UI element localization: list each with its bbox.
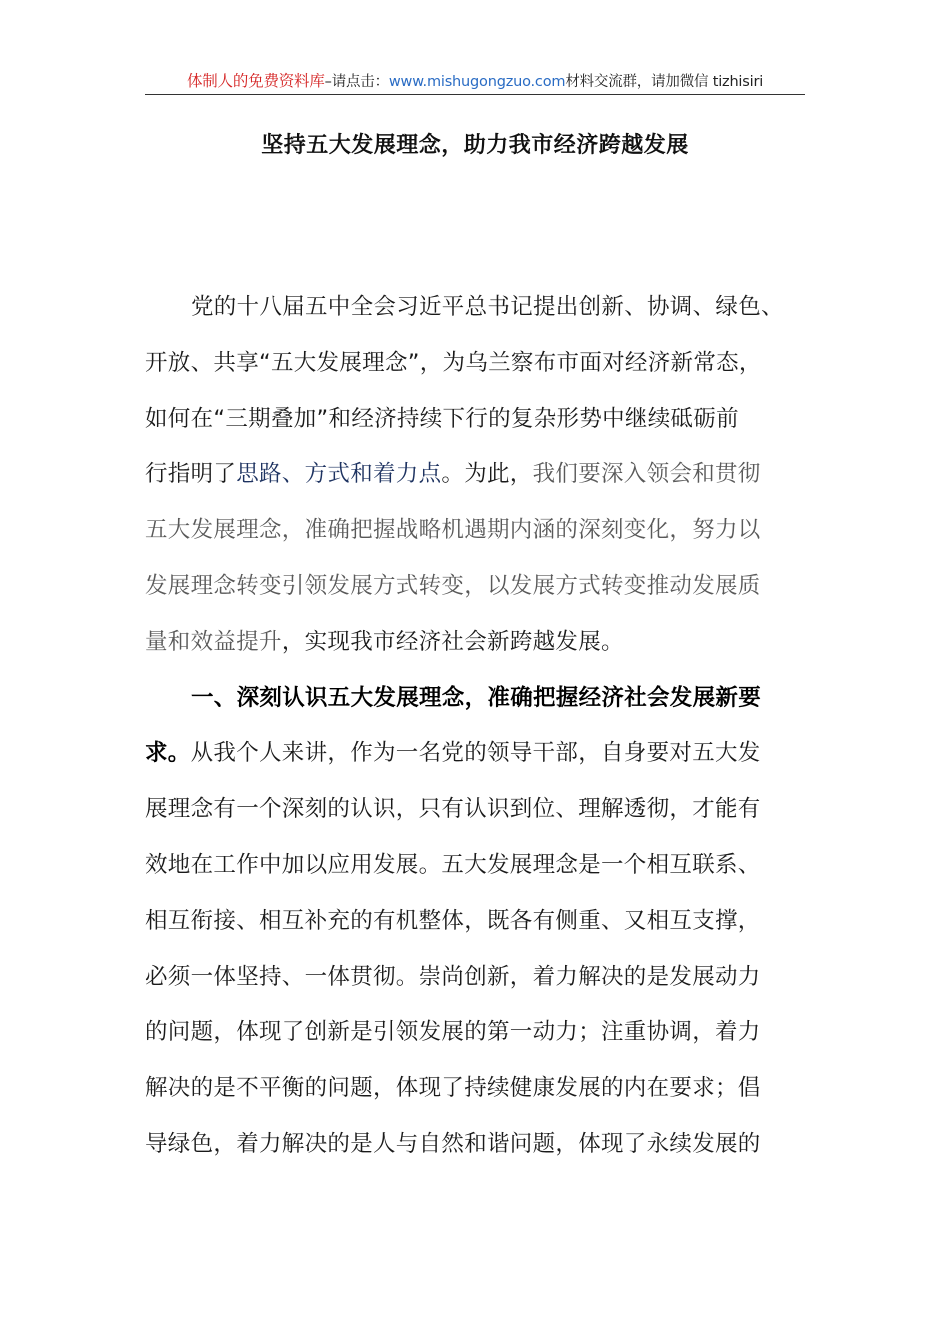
paragraph2-line8: 解决的是不平衡的问题，体现了持续健康发展的内在要求；倡 [145, 1075, 761, 1102]
paragraph1-line2: 开放、共享“五大发展理念”，为乌兰察布市面对经济新常态， [145, 349, 762, 376]
p1-line4-part-a: 行指明了 [145, 461, 237, 488]
document-title: 坚持五大发展理念，助力我市经济跨越发展 [261, 133, 689, 158]
paragraph2-line9: 导绿色，着力解决的是人与自然和谐问题，体现了永续发展的 [145, 1130, 761, 1157]
section1-heading: 一、深刻认识五大发展理念，准确把握经济社会发展新要 [191, 684, 762, 711]
paragraph1-line7 [145, 615, 810, 671]
section1-heading-end: 求。 [145, 740, 191, 767]
paragraph2-line7: 的问题，体现了创新是引领发展的第一动力；注重协调，着力 [145, 1019, 761, 1046]
paragraph2-line2 [145, 726, 810, 782]
p1-line4-part-c: 。为此， [441, 461, 533, 488]
paragraph2-line5: 相互衔接、相互补充的有机整体，既各有侧重、又相互支撑， [145, 907, 761, 934]
header-prompt: –请点击： [324, 74, 389, 90]
p1-line4-part-d: 我们要深入领会和贯彻 [532, 461, 761, 488]
paragraph1-line6: 发展理念转变引领发展方式转变，以发展方式转变推动发展质 [145, 572, 761, 599]
document-body [145, 280, 810, 1173]
paragraph1-line5: 五大发展理念，准确把握战略机遇期内涵的深刻变化，努力以 [145, 517, 761, 544]
page-header [145, 70, 805, 95]
header-brand: 体制人的免费资料库 [186, 72, 325, 90]
paragraph2-line4: 效地在工作中加以应用发展。五大发展理念是一个相互联系、 [145, 851, 761, 878]
paragraph2-line6: 必须一体坚持、一体贯彻。崇尚创新，着力解决的是发展动力 [145, 963, 761, 990]
header-url-link[interactable]: www.mishugongzuo.com [388, 74, 566, 90]
p1-line4-part-b: 思路、方式和着力点 [236, 461, 442, 488]
paragraph1-line3: 如何在“三期叠加”和经济持续下行的复杂形势中继续砥砺前 [145, 405, 739, 432]
p2-line2-rest: 从我个人来讲，作为一名党的领导干部，自身要对五大发 [190, 740, 761, 767]
header-tail: 材料交流群，请加微信 tizhisiri [565, 74, 764, 90]
paragraph1-line4 [145, 447, 810, 503]
paragraph2-line3: 展理念有一个深刻的认识，只有认识到位、理解透彻，才能有 [145, 796, 761, 823]
p1-line7-part-b: ，实现我市经济社会新跨越发展。 [281, 628, 624, 655]
p1-line7-part-a: 量和效益提升 [145, 628, 282, 655]
paragraph1-line1: 党的十八届五中全会习近平总书记提出创新、协调、绿色、 [191, 294, 784, 320]
